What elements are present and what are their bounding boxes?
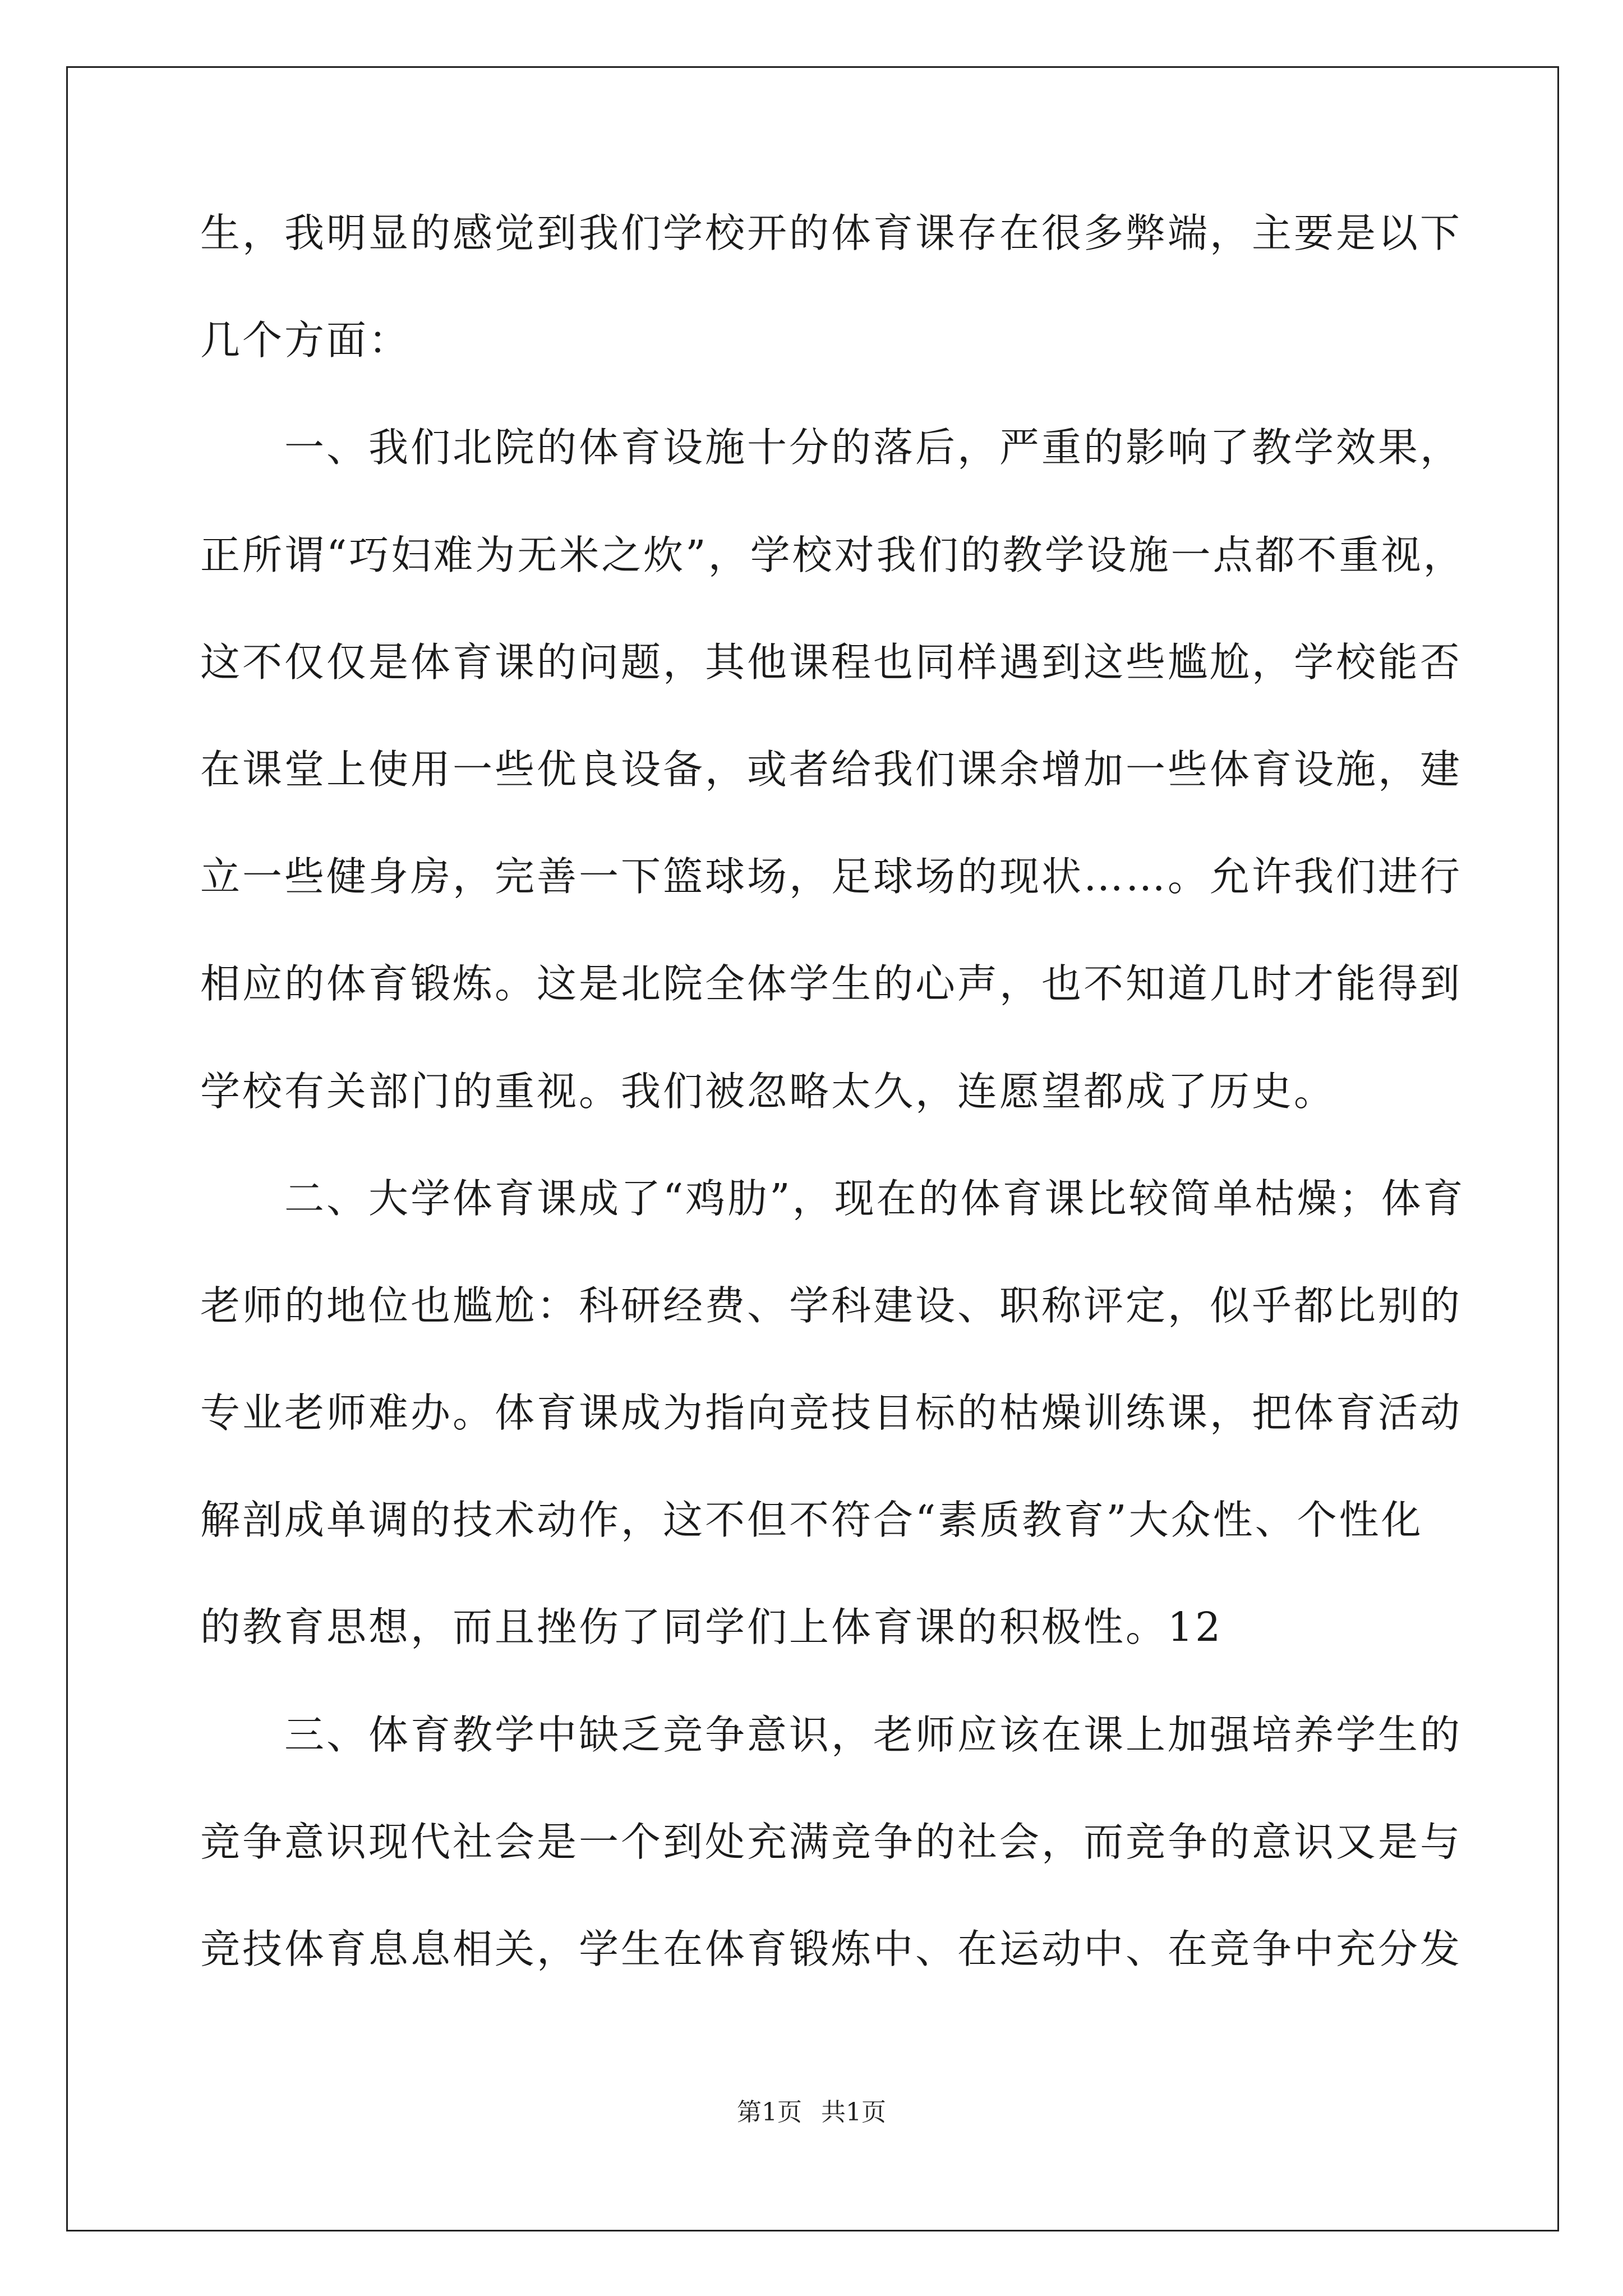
text-line: 学校有关部门的重视。我们被忽略太久，连愿望都成了历史。 xyxy=(200,1068,1336,1115)
text-line: 在课堂上使用一些优良设备，或者给我们课余增加一些体育设施，建 xyxy=(200,746,1463,793)
text-line: 的教育思想，而且挫伤了同学们上体育课的积极性。12 xyxy=(200,1604,1223,1651)
text-line: 竞技体育息息相关，学生在体育锻炼中、在运动中、在竞争中充分发 xyxy=(200,1926,1463,1972)
text-line: 立一些健身房，完善一下篮球场，足球场的现状……。允许我们进行 xyxy=(200,853,1463,900)
text-line: 专业老师难办。体育课成为指向竞技目标的枯燥训练课，把体育活动 xyxy=(200,1389,1463,1437)
text-line: 解剖成单调的技术动作，这不但不符合“素质教育”大众性、个性化 xyxy=(200,1497,1423,1544)
page-footer xyxy=(0,2099,1623,2126)
text-line: 正所谓“巧妇难为无米之炊”，学校对我们的教学设施一点都不重视， xyxy=(200,531,1465,578)
text-line: 这不仅仅是体育课的问题，其他课程也同样遇到这些尴尬，学校能否 xyxy=(200,638,1463,685)
document-body xyxy=(200,210,1465,2036)
text-line: 生，我明显的感觉到我们学校开的体育课存在很多弊端，主要是以下 xyxy=(200,210,1463,256)
text-line: 老师的地位也尴尬：科研经费、学科建设、职称评定，似乎都比别的 xyxy=(200,1282,1463,1329)
page-total: 共1页 xyxy=(821,2098,886,2127)
text-line: 相应的体育锻炼。这是北院全体学生的心声，也不知道几时才能得到 xyxy=(200,960,1463,1007)
text-line: 二、大学体育课成了“鸡肋”，现在的体育课比较简单枯燥；体育 xyxy=(200,1175,1465,1222)
text-line: 竞争意识现代社会是一个到处充满竞争的社会，而竞争的意识又是与 xyxy=(200,1818,1463,1865)
text-line: 三、体育教学中缺乏竞争意识，老师应该在课上加强培养学生的 xyxy=(200,1711,1463,1758)
text-line: 几个方面： xyxy=(200,317,411,364)
text-line: 一、我们北院的体育设施十分的落后，严重的影响了教学效果， xyxy=(200,424,1463,471)
page-number: 第1页 xyxy=(737,2098,802,2127)
